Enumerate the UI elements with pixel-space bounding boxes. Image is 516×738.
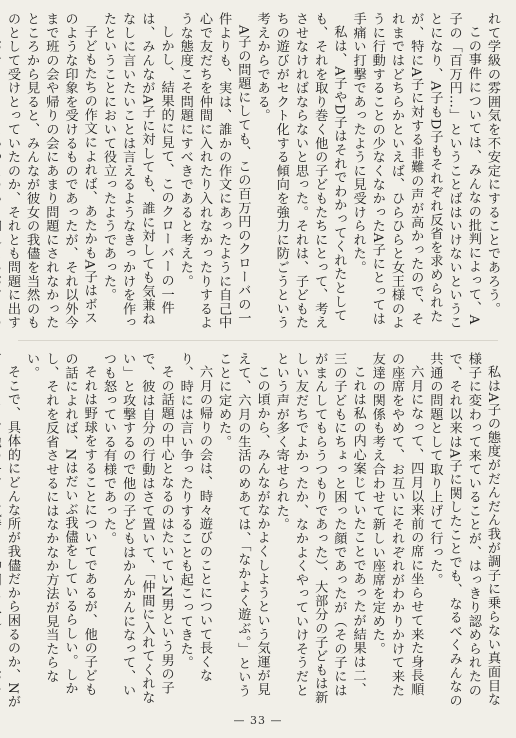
paragraph: この頃から、みんながなかよくしようという気運が見えて、六月の生活のめあては、「なかよく遊ぶ。」ということに定めた。: [216, 352, 270, 698]
paragraph: そこで、具体的にどんな所が我儘だから困るのか、Nが: [4, 365, 20, 709]
paragraph: その話題の中心となるのはたいていN男という男の子で、彼は自分の行動はさて置いて、「仲間に入れてくれない」と攻撃するので他の子どもはかんかんになって、いつも怒っている有様であった。: [100, 352, 174, 705]
upper-text-block: [4, 12, 502, 334]
paragraph: れて学級の雰囲気を不安定にすることであろう。: [485, 12, 500, 316]
paragraph: 私は、A子やD子はそれでわかってくれたとしても、それを取り巻く他の子どもたちにとって、考えさせなければならないと思った。それは、子どもたちの遊びがセクト化する傾向を強力に防ごうという考えからである。: [254, 12, 347, 330]
page-number: — 33 —: [233, 714, 283, 727]
paragraph: 六月になって、四月以来前の席に坐らせて来た身長順の座席をやめて、お互いにそれぞれがわかりかけて来た友達の関係も考え合わせて新しい座席を定めた。: [369, 352, 424, 697]
paragraph: 子どもたちの作文によれば、あたかもA子はボスのような印象を受けるものであったが、それ以外今まで班の会や帰りの会にあまり問題にされなかったところから見ると、みんなが彼女の我儘を当然のものとして受けとっていたのか、それとも問題に出す: [4, 12, 97, 330]
paragraph: これは私の内心案じていたことであったが結果は二、三の子どもにちょっと困った顔であったが（その子にはがまんしてもらうつもりであった）、大部分の子どもは新しい友だちでよかったか、なかよくやっていけそうだとという声が多く寄せられた。: [273, 352, 366, 705]
paragraph: 六月の帰りの会は、時々遊びのことについて長くなり、時には言い争ったりすることも起こってきた。: [177, 352, 212, 683]
paragraph: それは野球をすることについてであるが、他の子どもの話によれば、Nはだいぶ我儘をしているらしい。しかし、それを反省させるにはなかなか方法が見当たらない。: [24, 352, 97, 697]
section-divider: [18, 340, 498, 341]
paragraph: 私はA子の態度がだんだん我が調子に乗らない真面目な様子に変わって来ていることが、はっきり認められたので、それ以来はA子に関したことでも、なるべくみんなの共通の問題として取り上げて行った。: [427, 352, 500, 708]
paragraph: しかし、結果的に見て、このクローバーの一件は、みんながA子に対しても、誰に対しても気兼ねなしに言いたいことは言えるようなきっかけを作ったということにおいて役立ったようであった。: [100, 12, 174, 330]
paragraph: A子の問題にしても、この百万円のクローバの一件よりも、実は、誰かの作文にあったように自己中心で友だちを仲間に入れたり入れなかったりするような態度こそ問題にすべきであると考えた。: [177, 12, 251, 330]
paragraph: この事件については、みんなの批判によって、A子の「百万円…」ということばはいけないということになり、A子もD子もそれぞれ反省を求められたが、特にA子に対する非難の声が高かったので、それまではどちらかといえば、ひらひらと女王様のように行動することの少なくなかったA子にとっては手痛い打撃であったように見受けられた。: [350, 12, 481, 330]
lower-text-block: [4, 352, 502, 710]
